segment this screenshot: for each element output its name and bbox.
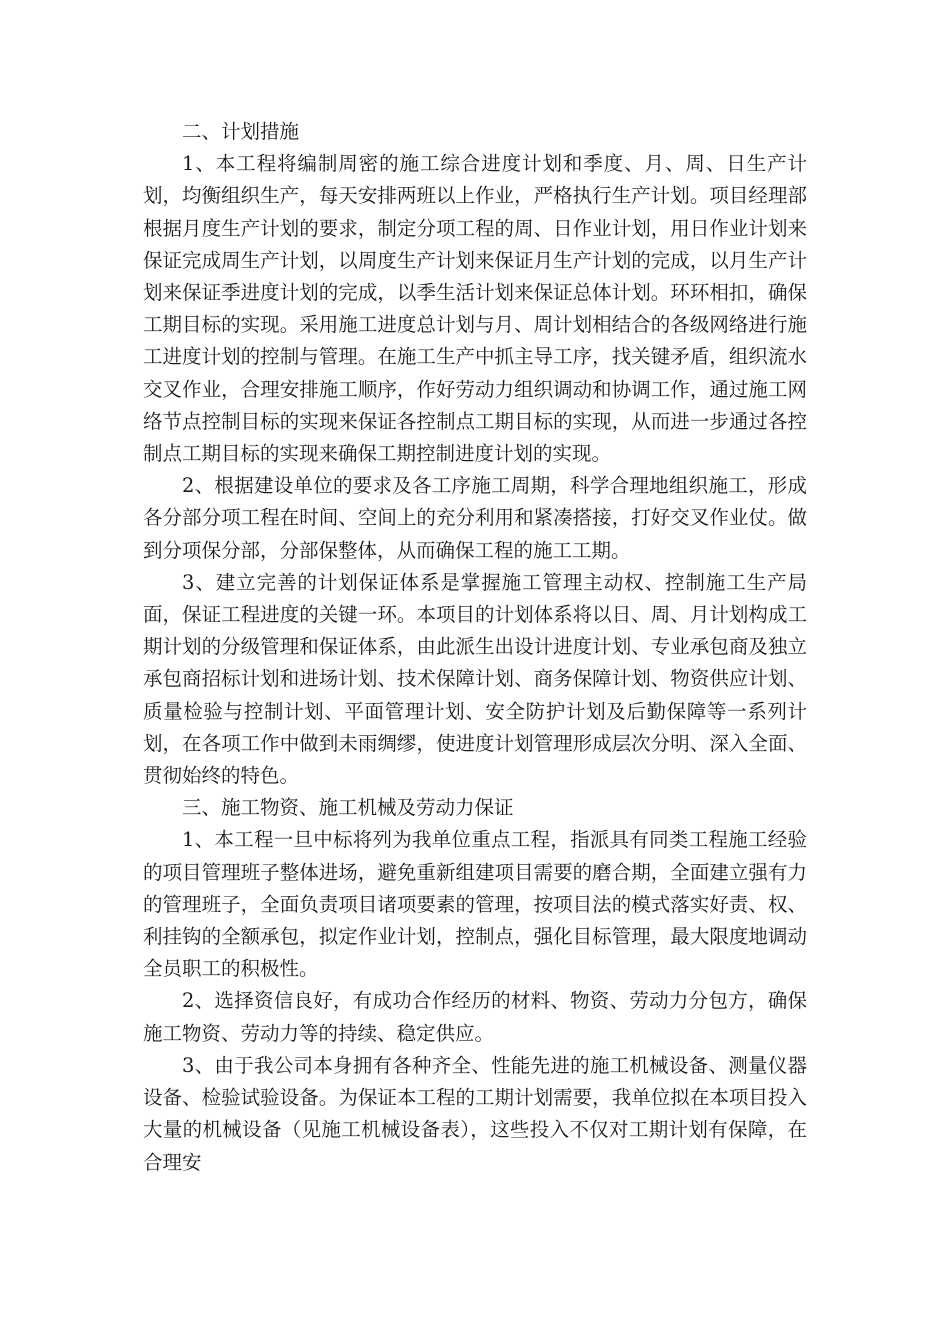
document-page [143, 116, 807, 1179]
paragraph-resources-3: 3、由于我公司本身拥有各种齐全、性能先进的施工机械设备、测量仪器设备、检验试验设备。为保证本工程的工期计划需要，我单位拟在本项目投入大量的机械设备（见施工机械设备表），这些投入不仅对工期计划有保障，在合理安 [143, 1053, 807, 1174]
section-heading-resources: 三、施工物资、施工机械及劳动力保证 [182, 796, 514, 820]
paragraph-resources-1: 1、本工程一旦中标将列为我单位重点工程，指派具有同类工程施工经验的项目管理班子整体进场，避免重新组建项目需要的磨合期，全面建立强有力的管理班子，全面负责项目诸项要素的管理，按项目法的模式落实好责、权、利挂钩的全额承包，拟定作业计划，控制点，强化目标管理，最大限度地调动全员职工的积极性。 [143, 828, 807, 981]
paragraph-resources-2: 2、选择资信良好，有成功合作经历的材料、物资、劳动力分包方，确保施工物资、劳动力等的持续、稳定供应。 [143, 989, 807, 1045]
section-heading-plan-measures: 二、计划措施 [182, 120, 300, 143]
paragraph-plan-3: 3、建立完善的计划保证体系是掌握施工管理主动权、控制施工生产局面，保证工程进度的关键一环。本项目的计划体系将以日、周、月计划构成工期计划的分级管理和保证体系，由此派生出设计进度计划、专业承包商及独立承包商招标计划和进场计划、技术保障计划、商务保障计划、物资供应计划、质量检验与控制计划、平面管理计划、安全防护计划及后勤保障等一系列计划，在各项工作中做到未雨绸缪，使进度计划管理形成层次分明、深入全面、贯彻始终的特色。 [143, 570, 807, 788]
paragraph-plan-2: 2、根据建设单位的要求及各工序施工周期，科学合理地组织施工，形成各分部分项工程在时间、空间上的充分利用和紧凑搭接，打好交叉作业仗。做到分项保分部，分部保整体，从而确保工程的施工工期。 [143, 474, 807, 562]
paragraph-plan-1: 1、本工程将编制周密的施工综合进度计划和季度、月、周、日生产计划，均衡组织生产，每天安排两班以上作业，严格执行生产计划。项目经理部根据月度生产计划的要求，制定分项工程的周、日作业计划，用日作业计划来保证完成周生产计划，以周度生产计划来保证月生产计划的完成，以月生产计划来保证季进度计划的完成，以季生活计划来保证总体计划。环环相扣，确保工期目标的实现。采用施工进度总计划与月、周计划相结合的各级网络进行施工进度计划的控制与管理。在施工生产中抓主导工序，找关键矛盾，组织流水交叉作业，合理安排施工顺序，作好劳动力组织调动和协调工作，通过施工网络节点控制目标的实现来保证各控制点工期目标的实现，从而进一步通过各控制点工期目标的实现来确保工期控制进度计划的实现。 [143, 152, 807, 466]
